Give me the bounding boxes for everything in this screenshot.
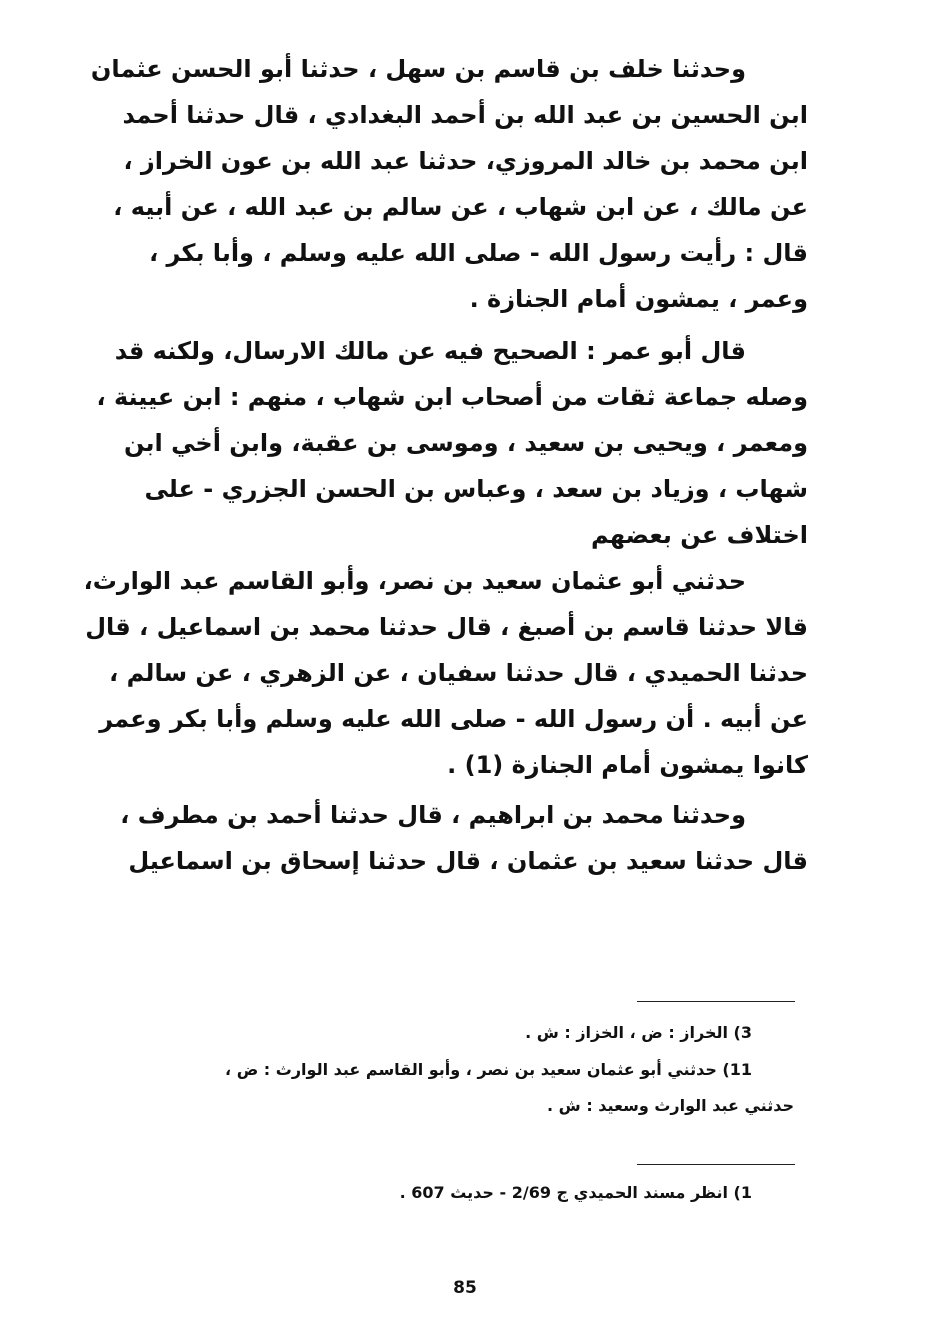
text-line: وعمر ، يمشون أمام الجنازة .: [469, 285, 808, 313]
text-line: قال : رأيت رسول الله - صلى الله عليه وسلم ، وأبا بكر ،: [149, 239, 808, 267]
text-line: وحدثنا محمد بن ابراهيم ، قال حدثنا أحمد بن مطرف ،: [120, 801, 746, 829]
footnote-separator: [637, 1001, 795, 1002]
paragraph-1: [90, 46, 808, 322]
text-line: اختلاف عن بعضهم: [591, 521, 808, 549]
text-line: عن مالك ، عن ابن شهاب ، عن سالم بن عبد الله ، عن أبيه ،: [113, 193, 808, 221]
text-line: وحدثنا خلف بن قاسم بن سهل ، حدثنا أبو الحسن عثمان: [90, 55, 746, 83]
text-line: قال أبو عمر : الصحيح فيه عن مالك الارسال، ولكنه قد: [114, 337, 746, 365]
paragraph-3: [83, 558, 808, 788]
text-line: عن أبيه . أن رسول الله - صلى الله عليه وسلم وأبا بكر وعمر: [99, 705, 808, 733]
reference-note: 1) انظر مسند الحميدي ج 2/69 - حديث 607 .: [399, 1183, 752, 1202]
page-number: 85: [453, 1278, 477, 1298]
text-line: قال حدثنا سعيد بن عثمان ، قال حدثنا إسحاق بن اسماعيل: [128, 847, 808, 875]
variant-note-2: 11) حدثني أبو عثمان سعيد بن نصر ، وأبو القاسم عبد الوارث : ض ،: [225, 1060, 752, 1079]
text-line: وصله جماعة ثقات من أصحاب ابن شهاب ، منهم : ابن عيينة ،: [96, 383, 808, 411]
variant-note-1: 3) الخراز : ض ، الخزاز : ش .: [525, 1023, 752, 1042]
paragraph-4: [120, 792, 808, 884]
text-line: كانوا يمشون أمام الجنازة (1) .: [447, 751, 808, 779]
text-line: قالا حدثنا قاسم بن أصبغ ، قال حدثنا محمد بن اسماعيل ، قال: [85, 613, 808, 641]
text-line: ومعمر ، ويحيى بن سعيد ، وموسى بن عقبة، وابن أخي ابن: [123, 429, 808, 457]
text-line: حدثنا الحميدي ، قال حدثنا سفيان ، عن الزهري ، عن سالم ،: [109, 659, 808, 687]
footnote-separator: [637, 1164, 795, 1165]
text-line: ابن الحسين بن عبد الله بن أحمد البغدادي ، قال حدثنا أحمد: [122, 101, 808, 129]
variant-note-3: حدثني عبد الوارث وسعيد : ش .: [547, 1096, 794, 1115]
text-line: حدثني أبو عثمان سعيد بن نصر، وأبو القاسم عبد الوارث،: [83, 567, 746, 595]
text-line: ابن محمد بن خالد المروزي، حدثنا عبد الله بن عون الخراز ،: [123, 147, 808, 175]
paragraph-2: [96, 328, 808, 558]
text-line: شهاب ، وزياد بن سعد ، وعباس بن الحسن الجزري - على: [144, 475, 808, 503]
